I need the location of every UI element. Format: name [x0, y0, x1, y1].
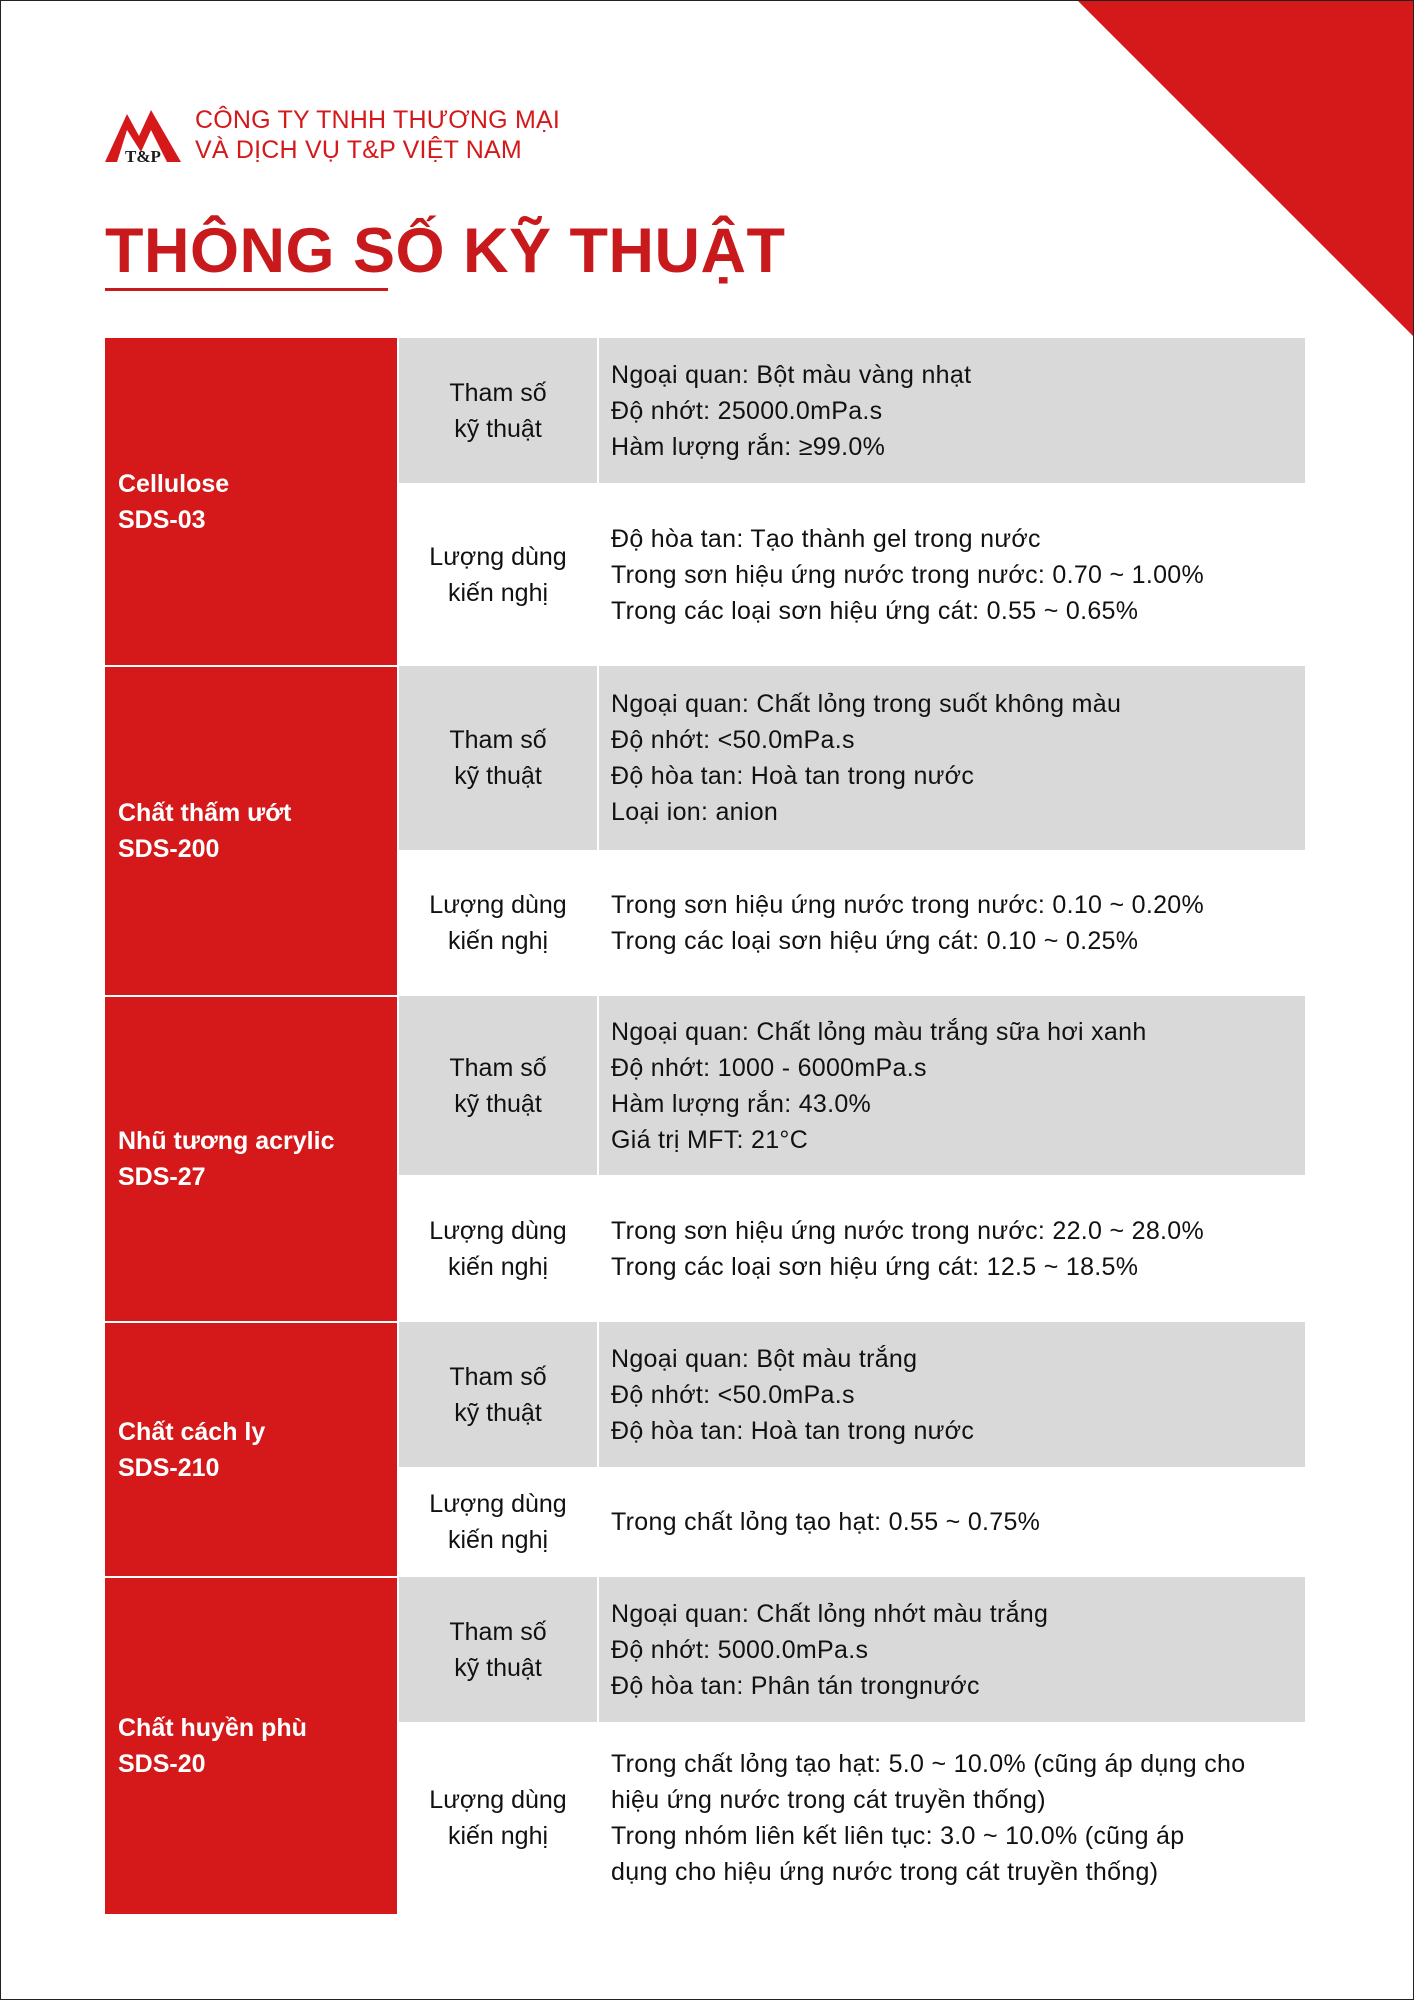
dosage-value: Trong sơn hiệu ứng nước trong nước: 0.70 ~ 1.00% [611, 560, 1205, 589]
spec-value: Ngoại quan: Bột màu trắng [611, 1344, 918, 1373]
spec-table-body [105, 338, 1305, 1914]
spec-row [105, 338, 1305, 483]
dosage-label-cell [398, 483, 598, 666]
spec-value: Độ hòa tan: Hoà tan trong nước [611, 1416, 975, 1445]
dosage-value: Trong các loại sơn hiệu ứng cát: 12.5 ~ 18.5% [611, 1252, 1139, 1281]
product-name: Chất cách ly [118, 1417, 266, 1446]
corner-triangle-decoration [1078, 1, 1413, 336]
spec-value: Ngoại quan: Chất lỏng trong suốt không màu [611, 690, 1122, 718]
dosage-label: Lượng dùng [429, 1490, 567, 1518]
dosage-label: kiến nghị [447, 1822, 549, 1850]
product-name-cell [105, 1577, 398, 1914]
product-name: Nhũ tương acrylic [118, 1127, 335, 1155]
spec-table [105, 338, 1305, 1914]
dosage-label: Lượng dùng [429, 891, 567, 919]
product-name-cell [105, 338, 398, 666]
product-code: SDS-20 [118, 1750, 206, 1778]
dosage-value: hiệu ứng nước trong cát truyền thống) [611, 1786, 1046, 1814]
spec-values-cell [598, 996, 1305, 1175]
dosage-label: kiến nghị [447, 927, 549, 955]
spec-label-cell [398, 338, 598, 483]
dosage-value: Trong nhóm liên kết liên tục: 3.0 ~ 10.0% (cũng áp [611, 1822, 1185, 1850]
dosage-label-cell [398, 1467, 598, 1577]
product-code: SDS-03 [118, 505, 206, 534]
spec-row [105, 666, 1305, 850]
spec-values-cell [598, 338, 1305, 483]
dosage-value: Trong chất lỏng tạo hạt: 5.0 ~ 10.0% (cũng áp dụng cho [611, 1750, 1246, 1778]
spec-value: Độ nhớt: <50.0mPa.s [611, 726, 855, 754]
spec-label: Tham số [449, 1362, 547, 1391]
company-name-line2: VÀ DỊCH VỤ T&P VIỆT NAM [195, 136, 522, 164]
dosage-value: Trong sơn hiệu ứng nước trong nước: 22.0 ~ 28.0% [611, 1216, 1205, 1245]
spec-label: kỹ thuật [454, 1398, 542, 1427]
dosage-label-cell [398, 1722, 598, 1914]
spec-row [105, 1322, 1305, 1467]
spec-value: Ngoại quan: Bột màu vàng nhạt [611, 360, 972, 389]
product-name: Chất huyền phù [118, 1714, 307, 1742]
spec-row [105, 1577, 1305, 1722]
dosage-label: Lượng dùng [429, 542, 567, 571]
spec-values-cell [598, 1322, 1305, 1467]
spec-value: Độ nhớt: 5000.0mPa.s [611, 1635, 869, 1664]
spec-value: Giá trị MFT: 21°C [611, 1125, 809, 1154]
company-name-line1: CÔNG TY TNHH THƯƠNG MẠI [195, 106, 561, 134]
company-header [105, 104, 560, 166]
spec-value: Hàm lượng rắn: 43.0% [611, 1089, 872, 1118]
dosage-values-cell [598, 850, 1305, 996]
spec-label-cell [398, 1577, 598, 1722]
dosage-label: kiến nghị [447, 578, 549, 607]
dosage-label-cell [398, 850, 598, 996]
product-name-cell [105, 996, 398, 1322]
spec-values-cell [598, 666, 1305, 850]
product-name-cell [105, 1322, 398, 1577]
spec-label: Tham số [449, 378, 547, 407]
spec-label-cell [398, 1322, 598, 1467]
page-title: THÔNG SỐ KỸ THUẬT [105, 216, 786, 286]
spec-row [105, 996, 1305, 1175]
dosage-value: dụng cho hiệu ứng nước trong cát truyền thống) [611, 1858, 1159, 1886]
product-code: SDS-210 [118, 1453, 220, 1482]
title-underline [105, 288, 388, 291]
spec-value: Độ hòa tan: Hoà tan trong nước [611, 762, 975, 790]
spec-label: kỹ thuật [454, 1089, 542, 1118]
dosage-values-cell [598, 1175, 1305, 1322]
dosage-label: kiến nghị [447, 1252, 549, 1281]
company-logo-icon [105, 104, 181, 166]
dosage-label: kiến nghị [447, 1526, 549, 1554]
spec-label: kỹ thuật [454, 414, 542, 443]
dosage-values-cell [598, 483, 1305, 666]
product-name-cell [105, 666, 398, 996]
product-code: SDS-200 [118, 835, 220, 863]
company-name [195, 105, 560, 165]
dosage-label-cell [398, 1175, 598, 1322]
product-name: Chất thấm ướt [118, 799, 292, 827]
spec-value: Ngoại quan: Chất lỏng nhớt màu trắng [611, 1599, 1049, 1628]
spec-value: Ngoại quan: Chất lỏng màu trắng sữa hơi xanh [611, 1017, 1147, 1046]
spec-value: Hàm lượng rắn: ≥99.0% [611, 432, 886, 461]
dosage-value: Trong các loại sơn hiệu ứng cát: 0.55 ~ 0.65% [611, 596, 1139, 625]
spec-label: Tham số [449, 1053, 547, 1082]
dosage-value: Trong các loại sơn hiệu ứng cát: 0.10 ~ 0.25% [611, 927, 1139, 955]
spec-values-cell [598, 1577, 1305, 1722]
spec-label: Tham số [449, 726, 547, 754]
product-code: SDS-27 [118, 1163, 206, 1191]
product-name: Cellulose [118, 469, 230, 498]
spec-label: kỹ thuật [454, 762, 542, 790]
dosage-values-cell [598, 1467, 1305, 1577]
spec-value: Loại ion: anion [611, 798, 779, 826]
spec-label: Tham số [449, 1617, 547, 1646]
dosage-value: Trong sơn hiệu ứng nước trong nước: 0.10 ~ 0.20% [611, 891, 1205, 919]
spec-label-cell [398, 666, 598, 850]
spec-value: Độ nhớt: 25000.0mPa.s [611, 396, 883, 425]
svg-text:T&P: T&P [125, 147, 161, 166]
spec-value: Độ hòa tan: Phân tán trongnước [611, 1671, 980, 1700]
dosage-values-cell [598, 1722, 1305, 1914]
spec-value: Độ nhớt: 1000 - 6000mPa.s [611, 1053, 927, 1082]
dosage-value: Độ hòa tan: Tạo thành gel trong nước [611, 524, 1041, 553]
spec-label: kỹ thuật [454, 1653, 542, 1682]
dosage-label: Lượng dùng [429, 1786, 567, 1814]
dosage-value: Trong chất lỏng tạo hạt: 0.55 ~ 0.75% [611, 1508, 1041, 1536]
spec-label-cell [398, 996, 598, 1175]
dosage-label: Lượng dùng [429, 1216, 567, 1245]
spec-value: Độ nhớt: <50.0mPa.s [611, 1380, 855, 1409]
